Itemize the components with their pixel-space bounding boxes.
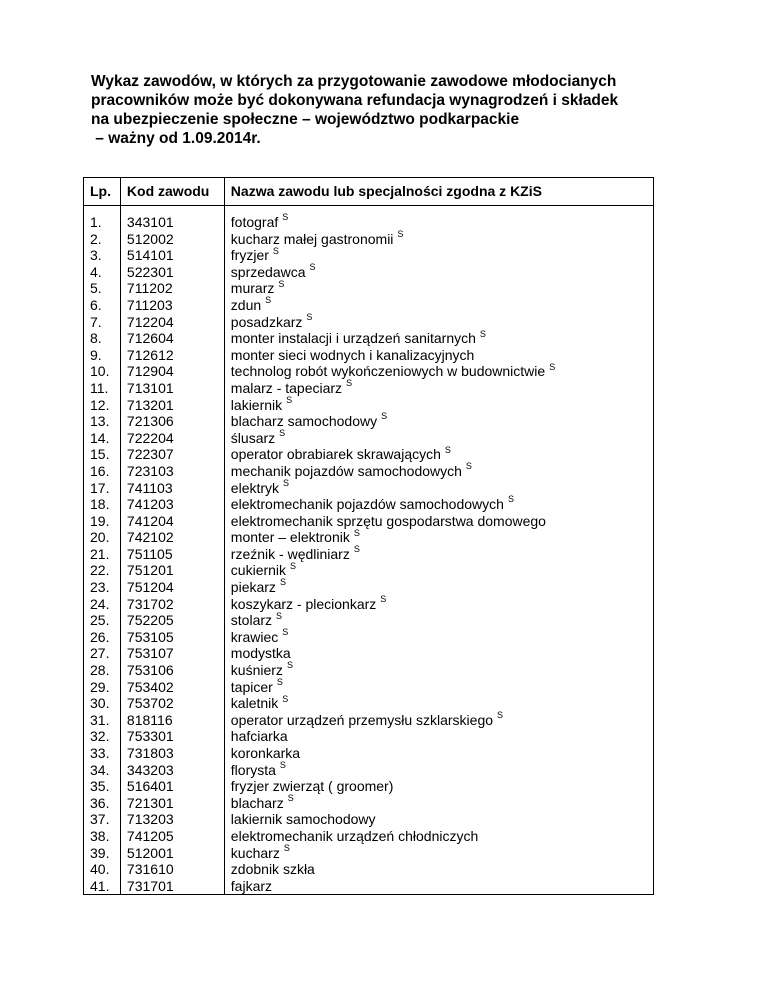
cell-kod-zawodu: 741103 — [120, 480, 224, 497]
cell-lp: 33. — [84, 745, 121, 762]
table-row — [84, 745, 654, 762]
table-row — [84, 446, 654, 463]
cell-kod-zawodu: 753107 — [120, 645, 224, 662]
cell-kod-zawodu: 711202 — [120, 280, 224, 297]
cell-lp: 19. — [84, 513, 121, 530]
occupation-name: blacharz samochodowy — [230, 413, 378, 430]
cell-lp: 13. — [84, 413, 121, 430]
cell-kod-zawodu: 731702 — [120, 596, 224, 613]
cell-kod-zawodu: 752205 — [120, 612, 224, 629]
table-row — [84, 280, 654, 297]
cell-lp: 35. — [84, 778, 121, 795]
cell-lp: 2. — [84, 231, 121, 248]
occupation-name: kaletnik — [230, 695, 279, 712]
table-row — [84, 878, 654, 895]
cell-kod-zawodu: 722307 — [120, 446, 224, 463]
table-row — [84, 612, 654, 629]
table-row — [84, 247, 654, 264]
occupation-name: stolarz — [230, 612, 273, 629]
cell-lp: 37. — [84, 811, 121, 828]
cell-lp: 30. — [84, 695, 121, 712]
occupation-name: fajkarz — [230, 877, 273, 894]
occupation-name: lakiernik — [230, 396, 283, 413]
occupation-name: monter instalacji i urządzeń sanitarnych — [230, 330, 476, 347]
cell-kod-zawodu: 741205 — [120, 828, 224, 845]
table-row — [84, 662, 654, 679]
occupation-name: ślusarz — [230, 429, 276, 446]
table-row — [84, 496, 654, 513]
cell-nazwa-zawodu — [224, 728, 653, 745]
cell-kod-zawodu: 731610 — [120, 861, 224, 878]
title-line: Wykaz zawodów, w których za przygotowanie zawodowe młodocianych — [91, 73, 617, 90]
superscript-s-marker: S — [290, 560, 297, 571]
superscript-s-marker: S — [265, 295, 272, 306]
cell-nazwa-zawodu — [224, 712, 653, 729]
cell-kod-zawodu: 712604 — [120, 330, 224, 347]
table-row — [84, 762, 654, 779]
occupation-name: cukiernik — [230, 562, 287, 579]
title-line: – ważny od 1.09.2014r. — [91, 130, 261, 147]
cell-nazwa-zawodu — [224, 759, 653, 779]
cell-nazwa-zawodu — [224, 612, 653, 629]
cell-nazwa-zawodu — [224, 463, 653, 480]
occupation-name: tapicer — [230, 678, 273, 695]
occupation-name: elektromechanik urządzeń chłodniczych — [230, 827, 479, 844]
cell-lp: 5. — [84, 280, 121, 297]
cell-kod-zawodu: 753105 — [120, 629, 224, 646]
cell-kod-zawodu: 712612 — [120, 347, 224, 364]
cell-kod-zawodu: 741203 — [120, 496, 224, 513]
occupation-name: operator urządzeń przemysłu szklarskiego — [230, 711, 494, 728]
occupation-name: modystka — [230, 645, 291, 662]
cell-kod-zawodu: 741204 — [120, 513, 224, 530]
cell-lp: 24. — [84, 596, 121, 613]
occupation-name: blacharz — [230, 794, 284, 811]
table-row — [84, 845, 654, 862]
cell-kod-zawodu: 721306 — [120, 413, 224, 430]
superscript-s-marker: S — [283, 477, 290, 488]
cell-nazwa-zawodu — [224, 446, 653, 463]
table-row — [84, 380, 654, 397]
occupation-name: rzeźnik - wędliniarz — [230, 545, 350, 562]
superscript-s-marker: S — [276, 610, 283, 621]
cell-nazwa-zawodu — [224, 562, 653, 579]
cell-lp: 40. — [84, 861, 121, 878]
cell-lp: 28. — [84, 662, 121, 679]
cell-nazwa-zawodu — [224, 264, 653, 281]
cell-nazwa-zawodu — [224, 347, 653, 364]
cell-lp: 11. — [84, 380, 121, 397]
cell-lp: 29. — [84, 679, 121, 696]
cell-lp: 12. — [84, 397, 121, 414]
superscript-s-marker: S — [353, 544, 360, 555]
cell-kod-zawodu: 721301 — [120, 795, 224, 812]
cell-kod-zawodu: 343203 — [120, 762, 224, 779]
cell-kod-zawodu: 751204 — [120, 579, 224, 596]
table-row — [84, 795, 654, 812]
table-row — [84, 214, 654, 231]
cell-kod-zawodu: 731701 — [120, 878, 224, 895]
cell-nazwa-zawodu — [224, 363, 653, 380]
table-row — [84, 728, 654, 745]
occupation-name: malarz - tapeciarz — [230, 379, 343, 396]
cell-lp: 6. — [84, 297, 121, 314]
cell-kod-zawodu: 751105 — [120, 546, 224, 563]
cell-kod-zawodu: 722204 — [120, 430, 224, 447]
cell-lp: 14. — [84, 430, 121, 447]
cell-kod-zawodu: 343101 — [120, 214, 224, 231]
superscript-s-marker: S — [282, 627, 289, 638]
table-row — [84, 629, 654, 646]
superscript-s-marker: S — [286, 394, 293, 405]
table-row — [84, 397, 654, 414]
occupation-name: kuśnierz — [230, 662, 283, 679]
cell-kod-zawodu: 753301 — [120, 728, 224, 745]
table-row — [84, 347, 654, 364]
table-row — [84, 529, 654, 546]
cell-nazwa-zawodu — [224, 878, 653, 895]
table-row — [84, 596, 654, 613]
cell-kod-zawodu: 522301 — [120, 264, 224, 281]
occupation-name: murarz — [230, 280, 275, 297]
cell-lp: 17. — [84, 480, 121, 497]
cell-nazwa-zawodu — [224, 430, 653, 447]
superscript-s-marker: S — [479, 328, 486, 339]
table-row — [84, 330, 654, 347]
occupation-name: koszykarz - plecionkarz — [230, 595, 377, 612]
table-row — [84, 811, 654, 828]
superscript-s-marker: S — [286, 660, 293, 671]
occupation-name: fotograf — [230, 214, 279, 230]
occupation-name: kucharz — [230, 844, 280, 861]
occupation-name: operator obrabiarek skrawających — [230, 446, 441, 463]
cell-lp: 8. — [84, 330, 121, 347]
table-row — [84, 513, 654, 530]
cell-lp: 39. — [84, 845, 121, 862]
table-spacer-row — [84, 206, 654, 215]
cell-lp: 16. — [84, 463, 121, 480]
superscript-s-marker: S — [278, 278, 285, 289]
cell-lp: 25. — [84, 612, 121, 629]
occupation-name: sprzedawca — [230, 263, 306, 280]
cell-nazwa-zawodu — [224, 546, 653, 563]
document-title — [91, 72, 711, 148]
cell-lp: 32. — [84, 728, 121, 745]
cell-nazwa-zawodu — [224, 579, 653, 596]
superscript-s-marker: S — [549, 361, 556, 372]
superscript-s-marker: S — [444, 444, 451, 455]
table-row — [84, 562, 654, 579]
title-line: pracowników może być dokonywana refundacja wynagrodzeń i składek — [91, 92, 619, 109]
cell-nazwa-zawodu — [224, 413, 653, 430]
occupation-name: elektromechanik pojazdów samochodowych — [230, 496, 504, 513]
cell-nazwa-zawodu — [224, 477, 653, 497]
cell-lp: 23. — [84, 579, 121, 596]
superscript-s-marker: S — [309, 262, 316, 273]
header-kod-zawodu: Kod zawodu — [120, 178, 224, 206]
cell-kod-zawodu: 512001 — [120, 845, 224, 862]
cell-nazwa-zawodu — [224, 745, 653, 762]
cell-kod-zawodu: 514101 — [120, 247, 224, 264]
occupation-name: mechanik pojazdów samochodowych — [230, 462, 462, 479]
table-row — [84, 861, 654, 878]
cell-lp: 36. — [84, 795, 121, 812]
cell-kod-zawodu: 753106 — [120, 662, 224, 679]
cell-nazwa-zawodu — [224, 513, 653, 530]
cell-lp: 18. — [84, 496, 121, 513]
table-row — [84, 645, 654, 662]
cell-kod-zawodu: 753402 — [120, 679, 224, 696]
cell-nazwa-zawodu — [224, 529, 653, 546]
cell-lp: 20. — [84, 529, 121, 546]
superscript-s-marker: S — [381, 411, 388, 422]
cell-nazwa-zawodu — [224, 311, 653, 331]
cell-lp: 1. — [84, 214, 121, 231]
table-row — [84, 297, 654, 314]
superscript-s-marker: S — [346, 378, 353, 389]
table-row — [84, 695, 654, 712]
occupation-name: technolog robót wykończeniowych w budownictwie — [230, 363, 546, 380]
cell-kod-zawodu: 751201 — [120, 562, 224, 579]
superscript-s-marker: S — [282, 693, 289, 704]
superscript-s-marker: S — [380, 594, 387, 604]
superscript-s-marker: S — [279, 428, 286, 439]
occupation-name: piekarz — [230, 579, 276, 596]
cell-nazwa-zawodu — [224, 795, 653, 812]
cell-kod-zawodu: 723103 — [120, 463, 224, 480]
occupation-name: krawiec — [230, 628, 279, 645]
occupation-name: zdun — [230, 296, 262, 313]
table-row — [84, 231, 654, 248]
cell-lp: 21. — [84, 546, 121, 563]
cell-lp: 26. — [84, 629, 121, 646]
cell-nazwa-zawodu — [224, 280, 653, 297]
cell-kod-zawodu: 742102 — [120, 529, 224, 546]
occupation-name: fryzjer — [230, 247, 269, 264]
superscript-s-marker: S — [287, 793, 294, 804]
superscript-s-marker: S — [306, 311, 313, 322]
table-row — [84, 314, 654, 331]
occupation-name: zdobnik szkła — [230, 861, 315, 878]
occupation-name: elektromechanik sprzętu gospodarstwa domowego — [230, 512, 546, 529]
cell-kod-zawodu: 713201 — [120, 397, 224, 414]
cell-kod-zawodu: 516401 — [120, 778, 224, 795]
superscript-s-marker: S — [283, 842, 290, 853]
cell-lp: 10. — [84, 363, 121, 380]
cell-nazwa-zawodu — [224, 394, 653, 414]
cell-kod-zawodu: 712204 — [120, 314, 224, 331]
cell-nazwa-zawodu — [224, 842, 653, 862]
superscript-s-marker: S — [276, 676, 283, 687]
cell-nazwa-zawodu — [224, 330, 653, 347]
cell-nazwa-zawodu — [224, 811, 653, 828]
cell-kod-zawodu: 512002 — [120, 231, 224, 248]
cell-nazwa-zawodu — [224, 496, 653, 513]
occupation-name: elektryk — [230, 479, 280, 496]
table-row — [84, 413, 654, 430]
table-row — [84, 579, 654, 596]
cell-lp: 7. — [84, 314, 121, 331]
cell-nazwa-zawodu — [224, 662, 653, 679]
cell-lp: 27. — [84, 645, 121, 662]
cell-kod-zawodu: 712904 — [120, 363, 224, 380]
cell-kod-zawodu: 711203 — [120, 297, 224, 314]
cell-lp: 34. — [84, 762, 121, 779]
occupation-name: lakiernik samochodowy — [230, 811, 376, 828]
superscript-s-marker: S — [279, 577, 286, 588]
table-row — [84, 480, 654, 497]
superscript-s-marker: S — [397, 228, 404, 239]
superscript-s-marker: S — [465, 461, 472, 472]
cell-nazwa-zawodu — [224, 297, 653, 314]
occupation-name: hafciarka — [230, 728, 288, 745]
cell-nazwa-zawodu — [224, 861, 653, 878]
table-row — [84, 430, 654, 447]
cell-kod-zawodu: 731803 — [120, 745, 224, 762]
superscript-s-marker: S — [353, 527, 360, 538]
table-row — [84, 712, 654, 729]
occupation-name: florysta — [230, 761, 276, 778]
cell-lp: 31. — [84, 712, 121, 729]
cell-lp: 9. — [84, 347, 121, 364]
cell-nazwa-zawodu — [224, 247, 653, 264]
superscript-s-marker: S — [272, 245, 279, 256]
cell-nazwa-zawodu — [224, 695, 653, 712]
superscript-s-marker: S — [279, 759, 286, 770]
table-body — [84, 206, 654, 895]
table-row — [84, 363, 654, 380]
header-lp: Lp. — [84, 178, 121, 206]
cell-kod-zawodu: 713101 — [120, 380, 224, 397]
cell-nazwa-zawodu — [224, 629, 653, 646]
table-row — [84, 264, 654, 281]
table-row — [84, 546, 654, 563]
occupation-name: posadzkarz — [230, 313, 303, 330]
cell-kod-zawodu: 713203 — [120, 811, 224, 828]
cell-kod-zawodu: 753702 — [120, 695, 224, 712]
cell-lp: 15. — [84, 446, 121, 463]
cell-nazwa-zawodu — [224, 596, 653, 613]
occupation-name: koronkarka — [230, 745, 301, 761]
cell-lp: 41. — [84, 878, 121, 895]
cell-lp: 22. — [84, 562, 121, 579]
table-row — [84, 463, 654, 480]
cell-nazwa-zawodu — [224, 228, 653, 248]
superscript-s-marker: S — [497, 710, 504, 721]
cell-lp: 38. — [84, 828, 121, 845]
cell-lp: 3. — [84, 247, 121, 264]
cell-nazwa-zawodu — [224, 676, 653, 696]
occupation-name: monter sieci wodnych i kanalizacyjnych — [230, 346, 475, 363]
occupation-name: kucharz małej gastronomii — [230, 230, 394, 247]
cell-lp: 4. — [84, 264, 121, 281]
superscript-s-marker: S — [282, 212, 289, 223]
table-row — [84, 778, 654, 795]
occupations-table — [83, 177, 654, 895]
superscript-s-marker: S — [507, 494, 514, 505]
table-header-row — [84, 178, 654, 206]
occupation-name: monter – elektronik — [230, 529, 350, 546]
title-line: na ubezpieczenie społeczne – województwo podkarpackie — [91, 111, 520, 128]
occupation-name: fryzjer zwierząt ( groomer) — [230, 778, 394, 795]
cell-nazwa-zawodu — [224, 214, 653, 231]
table-row — [84, 679, 654, 696]
table-row — [84, 828, 654, 845]
header-nazwa-zawodu: Nazwa zawodu lub specjalności zgodna z KZiS — [224, 178, 653, 206]
cell-kod-zawodu: 818116 — [120, 712, 224, 729]
